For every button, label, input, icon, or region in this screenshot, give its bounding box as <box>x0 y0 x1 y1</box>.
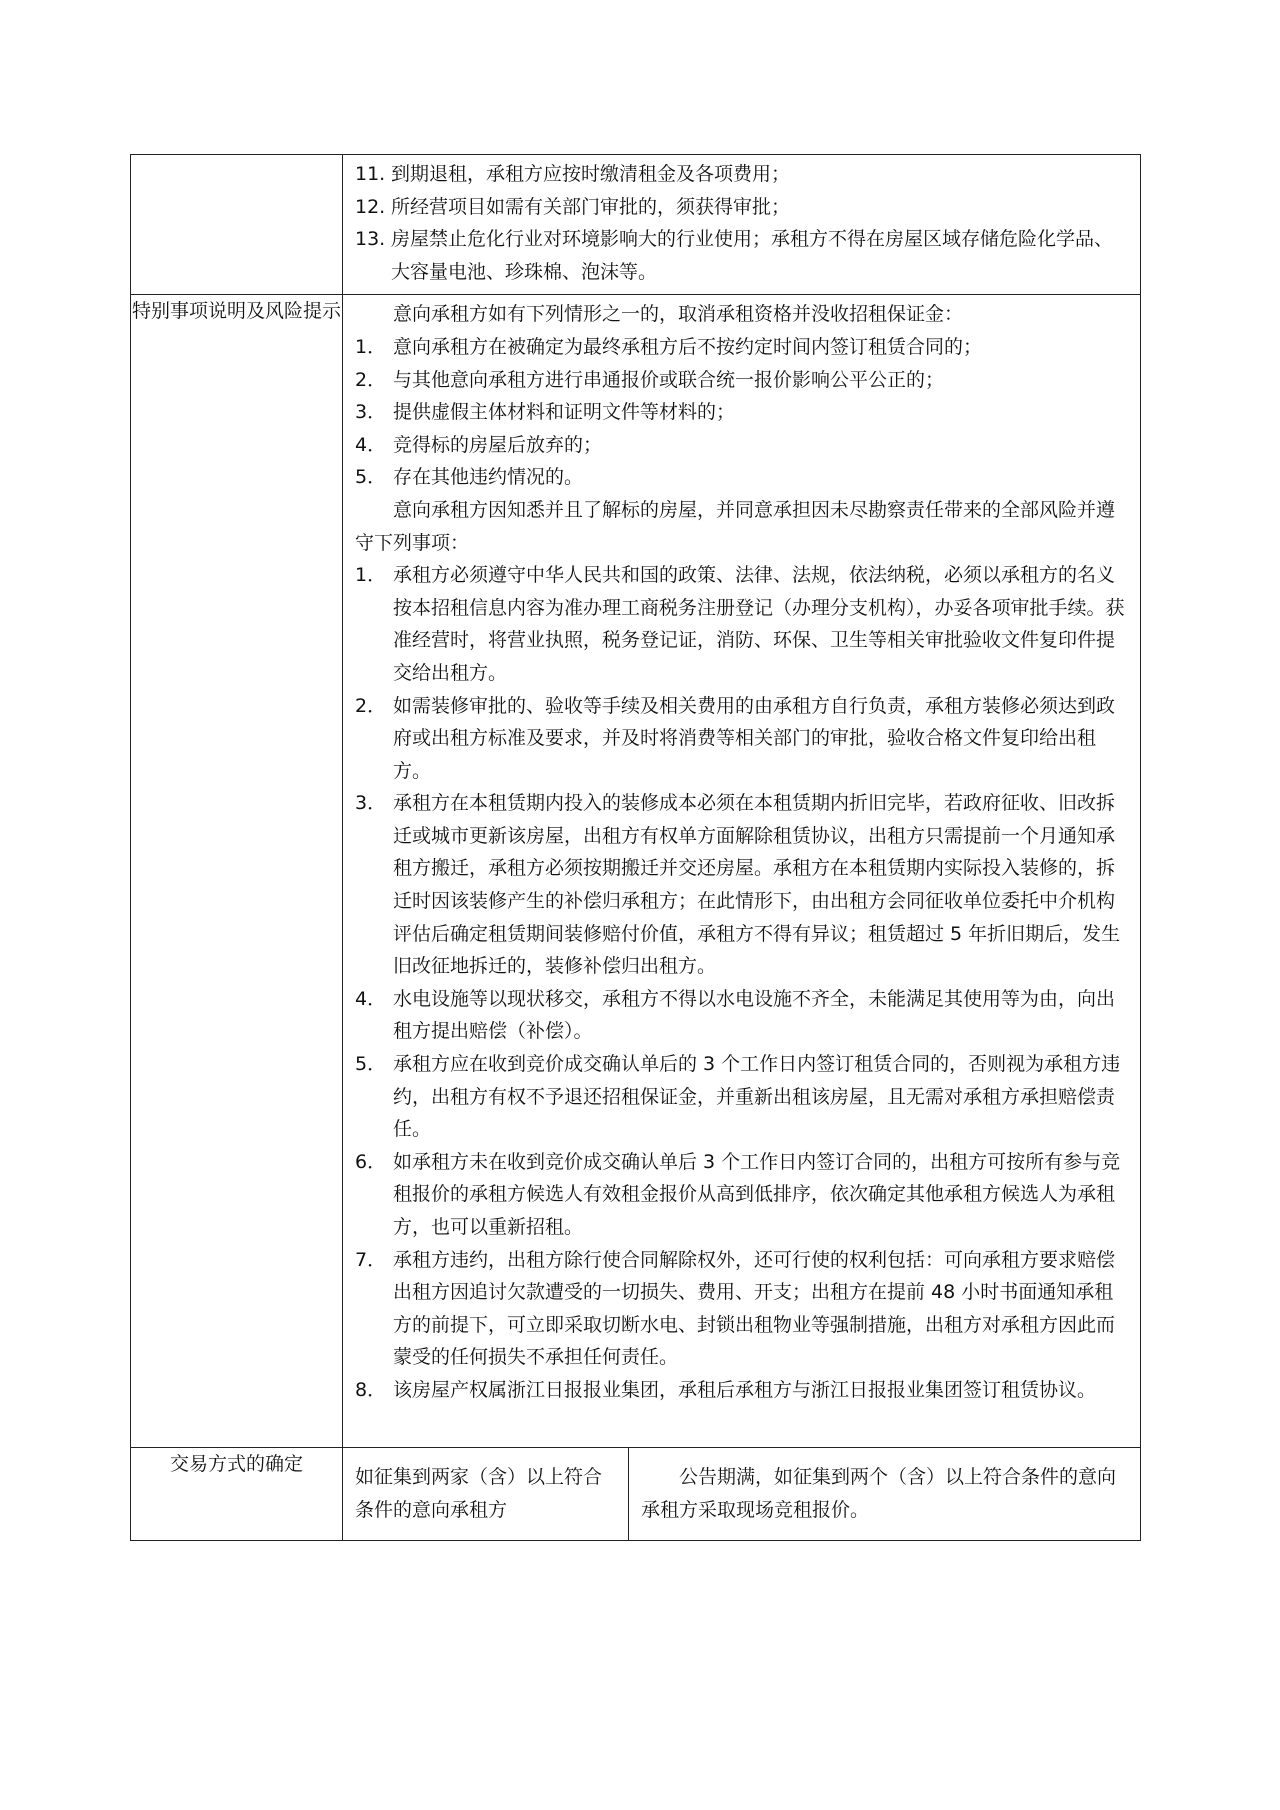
list-item <box>355 331 1130 364</box>
lease-terms-list <box>343 155 1140 294</box>
list-item-text: 如需装修审批的、验收等手续及相关费用的由承租方自行负责，承租方装修必须达到政府或出租方标准及要求，并及时将消费等相关部门的审批，验收合格文件复印给出租方。 <box>393 694 1116 782</box>
list-item <box>355 223 1130 288</box>
list-item-number: 4． <box>355 433 387 456</box>
table-row-special-notes <box>131 295 1141 1447</box>
list-item-number: 11. <box>355 163 386 185</box>
list-item-number: 1． <box>355 564 387 587</box>
list-item <box>355 396 1130 429</box>
transaction-method-text: 公告期满，如征集到两个（含）以上符合条件的意向承租方采取现场竞租报价。 <box>629 1447 1141 1540</box>
list-item <box>355 690 1130 788</box>
table-row-transaction-method <box>131 1447 1141 1540</box>
list-item-number: 2． <box>355 694 387 717</box>
list-item-text: 房屋禁止危化行业对环境影响大的行业使用；承租方不得在房屋区域存储危险化学品、大容量电池、珍珠棉、泡沫等。 <box>391 228 1114 283</box>
list-item <box>355 191 1130 224</box>
list-item <box>355 559 1130 689</box>
transaction-condition: 如征集到两家（含）以上符合条件的意向承租方 <box>343 1447 629 1540</box>
list-item-number: 12. <box>355 195 386 218</box>
tender-info-table <box>130 154 1141 1541</box>
list-item <box>355 1048 1130 1146</box>
list-item <box>355 983 1130 1048</box>
list-item-number: 2． <box>355 368 387 391</box>
list-item-text: 竞得标的房屋后放弃的； <box>393 433 603 456</box>
list-item-number: 5． <box>355 466 387 489</box>
list-item <box>355 429 1130 462</box>
list-item-number: 5． <box>355 1053 387 1076</box>
list-item-number: 1． <box>355 335 387 358</box>
list-item-number: 8． <box>355 1378 387 1401</box>
list-item <box>355 158 1130 191</box>
disqualification-list <box>355 331 1130 494</box>
list-item-text: 存在其他违约情况的。 <box>393 466 584 489</box>
risk-terms-list <box>355 559 1130 1406</box>
table-row-lease-terms <box>131 155 1141 295</box>
disqualification-intro: 意向承租方如有下列情形之一的，取消承租资格并没收招租保证金： <box>393 303 964 326</box>
list-item-text: 意向承租方在被确定为最终承租方后不按约定时间内签订租赁合同的； <box>393 335 983 358</box>
list-item <box>355 1244 1130 1374</box>
empty-label-cell <box>131 155 343 295</box>
list-item-text: 承租方违约，出租方除行使合同解除权外，还可行使的权利包括：可向承租方要求赔偿出租方因追讨欠款遭受的一切损失、费用、开支；出租方在提前 48 小时书面通知承租方的前提下，可立即采取切断水电、封锁出租物业等强制措施，出租方对承租方因此而蒙受的任何损失不承担任何责任。 <box>393 1248 1116 1369</box>
list-item-text: 承租方应在收到竞价成交确认单后的 3 个工作日内签订租赁合同的，否则视为承租方违约，出租方有权不予退还招租保证金，并重新出租该房屋，且无需对承租方承担赔偿责任。 <box>393 1053 1121 1141</box>
list-item <box>355 364 1130 397</box>
transaction-method-label: 交易方式的确定 <box>131 1447 343 1540</box>
list-item-number: 4． <box>355 987 387 1010</box>
list-item-text: 所经营项目如需有关部门审批的，须获得审批； <box>391 195 791 218</box>
lease-terms-cell <box>343 155 1141 295</box>
list-item-text: 如承租方未在收到竞价成交确认单后 3 个工作日内签订合同的，出租方可按所有参与竞租报价的承租方候选人有效租金报价从高到低排序，依次确定其他承租方候选人为承租方，也可以重新招租。 <box>393 1150 1121 1238</box>
special-notes-label: 特别事项说明及风险提示 <box>131 295 343 1447</box>
list-item-number: 3． <box>355 401 387 424</box>
list-item-text: 与其他意向承租方进行串通报价或联合统一报价影响公平公正的； <box>393 368 945 391</box>
list-item <box>355 787 1130 983</box>
list-item-text: 提供虚假主体材料和证明文件等材料的； <box>393 401 736 424</box>
risk-intro: 意向承租方因知悉并且了解标的房屋，并同意承担因未尽勘察责任带来的全部风险并遵守下列事项： <box>355 498 1116 554</box>
list-item-number: 6． <box>355 1150 387 1173</box>
list-item-text: 水电设施等以现状移交，承租方不得以水电设施不齐全，未能满足其使用等为由，向出租方提出赔偿（补偿）。 <box>393 987 1116 1043</box>
special-notes-cell <box>343 295 1141 1447</box>
list-item <box>355 1146 1130 1244</box>
list-item <box>355 461 1130 494</box>
list-item-number: 13. <box>355 228 386 251</box>
list-item-text: 到期退租，承租方应按时缴清租金及各项费用； <box>391 163 791 185</box>
list-item-number: 7． <box>355 1248 387 1271</box>
list-item-number: 3． <box>355 792 387 815</box>
list-item-text: 承租方在本租赁期内投入的装修成本必须在本租赁期内折旧完毕，若政府征收、旧改拆迁或城市更新该房屋，出租方有权单方面解除租赁协议，出租方只需提前一个月通知承租方搬迁，承租方必须按期搬迁并交还房屋。承租方在本租赁期内实际投入装修的，拆迁时因该装修产生的补偿归承租方；在此情形下，由出租方会同征收单位委托中介机构评估后确定租赁期间装修赔付价值，承租方不得有异议；租赁超过 5 年折旧期后，发生旧改征地拆迁的，装修补偿归出租方。 <box>393 792 1121 978</box>
list-item-text: 承租方必须遵守中华人民共和国的政策、法律、法规，依法纳税，必须以承租方的名义按本招租信息内容为准办理工商税务注册登记（办理分支机构），办妥各项审批手续。获准经营时，将营业执照，税务登记证，消防、环保、卫生等相关审批验收文件复印件提交给出租方。 <box>393 564 1125 684</box>
list-item-text: 该房屋产权属浙江日报报业集团，承租后承租方与浙江日报报业集团签订租赁协议。 <box>393 1378 1097 1401</box>
list-item <box>355 1374 1130 1407</box>
